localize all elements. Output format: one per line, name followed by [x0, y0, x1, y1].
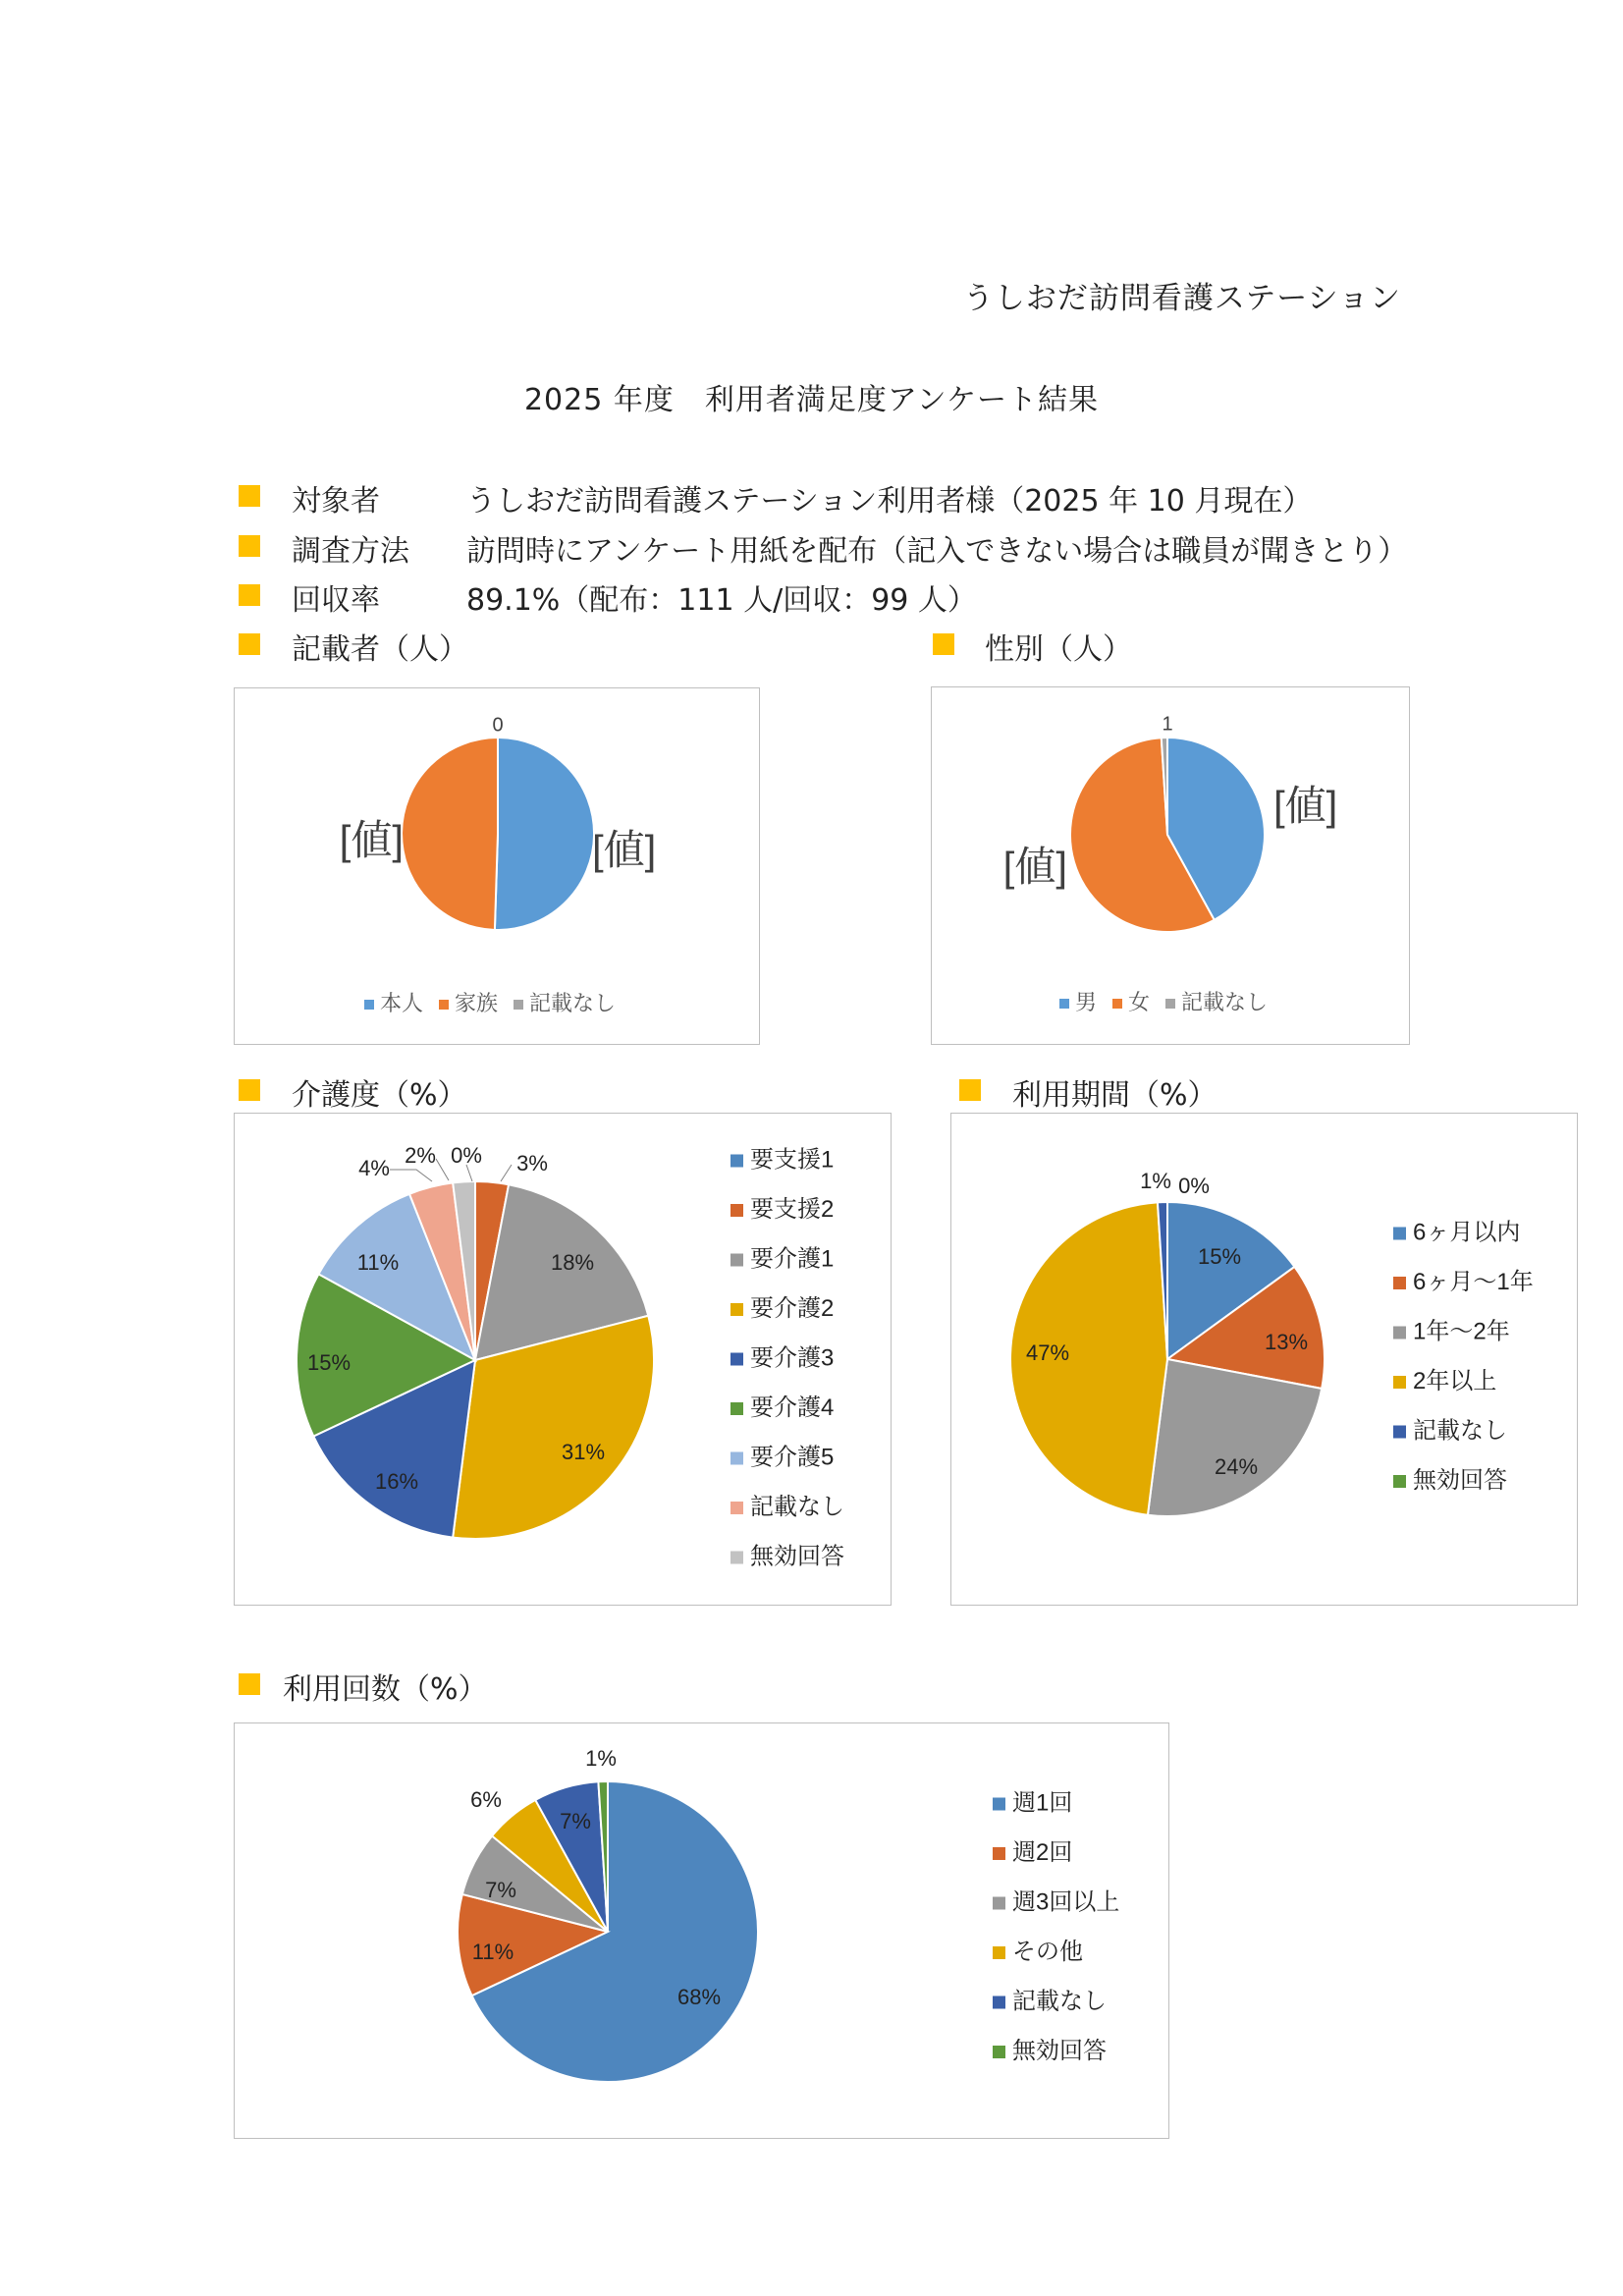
bullet-square: [239, 633, 260, 655]
legend-swatch-period-0: [1393, 1228, 1406, 1240]
data-label-gender-2: 1: [1162, 713, 1173, 736]
data-label-frequency-1: 11%: [471, 1939, 514, 1964]
bullet-square: [959, 1079, 981, 1101]
leader-line-care_level-7: [390, 1170, 432, 1181]
care-level-chart-panel: [234, 1113, 892, 1606]
legend-label-gender-0: 男: [1075, 989, 1098, 1014]
legend-swatch-care_level-5: [730, 1402, 743, 1415]
period-pie-chart: [951, 1114, 1579, 1607]
leader-line-care_level-1: [501, 1165, 512, 1181]
writer-pie-chart: [235, 688, 761, 1046]
legend-swatch-period-5: [1393, 1475, 1406, 1488]
data-label-period-3: 47%: [1025, 1339, 1070, 1365]
info-label-response: 回収率: [292, 583, 380, 618]
legend-label-writer-2: 記載なし: [529, 990, 617, 1015]
legend-swatch-writer-2: [514, 1000, 523, 1010]
legend-swatch-frequency-2: [993, 1897, 1005, 1910]
legend-swatch-period-4: [1393, 1426, 1406, 1439]
data-label-writer-2: 0: [492, 714, 504, 737]
legend-swatch-frequency-5: [993, 2046, 1005, 2058]
legend-swatch-care_level-6: [730, 1452, 743, 1465]
legend-label-period-3: 2年以上: [1413, 1367, 1497, 1394]
data-label-care_level-2: 18%: [550, 1249, 595, 1275]
legend-label-gender-1: 女: [1128, 989, 1151, 1014]
section-title-writer: 記載者（人）: [292, 632, 468, 667]
legend-label-care_level-3: 要介護2: [750, 1294, 835, 1322]
data-label-care_level-3: 31%: [561, 1439, 606, 1464]
data-label-period-4: 1%: [1140, 1168, 1171, 1193]
legend-label-care_level-1: 要支援2: [750, 1195, 835, 1223]
legend-label-frequency-4: 記載なし: [1012, 1988, 1107, 2015]
info-label-method: 調査方法: [292, 534, 409, 569]
legend-label-writer-0: 本人: [380, 990, 424, 1015]
section-title-period: 利用期間（%）: [1012, 1078, 1217, 1113]
legend-swatch-frequency-4: [993, 1996, 1005, 2009]
leader-line-care_level-8: [436, 1159, 449, 1180]
legend-swatch-writer-1: [439, 1000, 449, 1010]
legend-label-period-0: 6ヶ月以内: [1413, 1219, 1521, 1246]
data-label-care_level-4: 16%: [374, 1468, 419, 1494]
legend-swatch-frequency-1: [993, 1847, 1005, 1860]
legend-label-care_level-5: 要介護4: [750, 1394, 835, 1421]
legend-swatch-care_level-0: [730, 1155, 743, 1168]
gender-pie-chart: [932, 687, 1411, 1046]
legend-label-period-5: 無効回答: [1413, 1466, 1507, 1494]
legend-label-frequency-1: 週2回: [1012, 1838, 1073, 1866]
legend-label-gender-2: 記載なし: [1181, 989, 1269, 1014]
data-label-care_level-5: 15%: [306, 1349, 352, 1375]
legend-label-period-1: 6ヶ月～1年: [1413, 1268, 1534, 1295]
legend-swatch-care_level-2: [730, 1254, 743, 1267]
legend-swatch-care_level-1: [730, 1204, 743, 1217]
legend-swatch-care_level-7: [730, 1502, 743, 1514]
legend-label-frequency-2: 週3回以上: [1012, 1888, 1120, 1916]
legend-label-care_level-0: 要支援1: [750, 1146, 835, 1174]
legend-swatch-period-1: [1393, 1277, 1406, 1289]
legend-swatch-frequency-3: [993, 1946, 1005, 1959]
bullet-square: [239, 1673, 260, 1695]
section-title-gender: 性別（人）: [985, 632, 1132, 667]
legend-swatch-care_level-3: [730, 1303, 743, 1316]
section-title-care-level: 介護度（%）: [292, 1078, 467, 1113]
pie-slice-writer-0: [495, 738, 594, 930]
legend-swatch-frequency-0: [993, 1798, 1005, 1811]
legend-label-care_level-2: 要介護1: [750, 1245, 835, 1273]
legend-label-frequency-0: 週1回: [1012, 1789, 1073, 1817]
data-label-writer-0: [値]: [592, 827, 657, 874]
data-label-gender-0: [値]: [1273, 783, 1338, 830]
pie-slice-period-2: [1148, 1359, 1322, 1516]
legend-swatch-gender-1: [1112, 999, 1122, 1009]
organization-name: うしおだ訪問看護ステーション: [962, 281, 1401, 316]
writer-chart-panel: [234, 687, 760, 1045]
data-label-frequency-0: 68%: [676, 1984, 722, 2009]
data-label-care_level-0: 0%: [451, 1142, 482, 1168]
legend-label-period-2: 1年～2年: [1413, 1318, 1510, 1345]
legend-label-care_level-6: 要介護5: [750, 1444, 835, 1471]
legend-label-writer-1: 家族: [455, 990, 499, 1015]
legend-label-care_level-8: 無効回答: [750, 1543, 844, 1570]
legend-label-frequency-5: 無効回答: [1012, 2037, 1107, 2064]
data-label-period-1: 13%: [1264, 1329, 1309, 1354]
frequency-chart-panel: [234, 1722, 1169, 2139]
legend-swatch-care_level-4: [730, 1353, 743, 1366]
legend-label-period-4: 記載なし: [1413, 1417, 1507, 1445]
data-label-period-2: 24%: [1214, 1453, 1259, 1479]
bullet-square: [933, 633, 954, 655]
legend-swatch-gender-0: [1059, 999, 1069, 1009]
data-label-frequency-2: 7%: [485, 1877, 516, 1902]
legend-label-care_level-4: 要介護3: [750, 1344, 835, 1372]
section-title-frequency: 利用回数（%）: [283, 1672, 488, 1707]
legend-label-care_level-7: 記載なし: [750, 1493, 844, 1520]
gender-chart-panel: [931, 686, 1410, 1045]
data-label-frequency-4: 7%: [560, 1808, 591, 1833]
legend-swatch-gender-2: [1165, 999, 1175, 1009]
bullet-square: [239, 535, 260, 557]
data-label-frequency-5: 1%: [585, 1745, 617, 1771]
legend-swatch-care_level-8: [730, 1552, 743, 1564]
pie-slice-writer-1: [402, 738, 498, 930]
legend-swatch-writer-0: [364, 1000, 374, 1010]
legend-swatch-period-3: [1393, 1376, 1406, 1389]
data-label-period-5: 0%: [1178, 1173, 1210, 1198]
care-level-pie-chart: [235, 1114, 893, 1607]
legend-label-frequency-3: その他: [1012, 1938, 1083, 1965]
frequency-pie-chart: [235, 1723, 1170, 2140]
info-label-target: 対象者: [292, 484, 380, 519]
data-label-care_level-7: 4%: [358, 1155, 390, 1180]
data-label-care_level-8: 2%: [405, 1142, 436, 1168]
data-label-care_level-1: 3%: [516, 1150, 548, 1175]
info-value-target: うしおだ訪問看護ステーション利用者様（2025 年 10 月現在）: [466, 484, 1313, 519]
bullet-square: [239, 584, 260, 606]
data-label-period-0: 15%: [1197, 1243, 1242, 1269]
info-value-response: 89.1%（配布：111 人/回収：99 人）: [466, 583, 977, 618]
data-label-gender-1: [値]: [1002, 844, 1067, 891]
page-title: 2025 年度 利用者満足度アンケート結果: [523, 383, 1100, 417]
data-label-care_level-6: 11%: [356, 1249, 400, 1275]
data-label-frequency-3: 6%: [470, 1786, 502, 1812]
bullet-square: [239, 485, 260, 507]
period-chart-panel: [950, 1113, 1578, 1606]
data-label-writer-1: [値]: [339, 817, 404, 864]
bullet-square: [239, 1079, 260, 1101]
info-value-method: 訪問時にアンケート用紙を配布（記入できない場合は職員が聞きとり）: [466, 534, 1408, 569]
legend-swatch-period-2: [1393, 1327, 1406, 1339]
